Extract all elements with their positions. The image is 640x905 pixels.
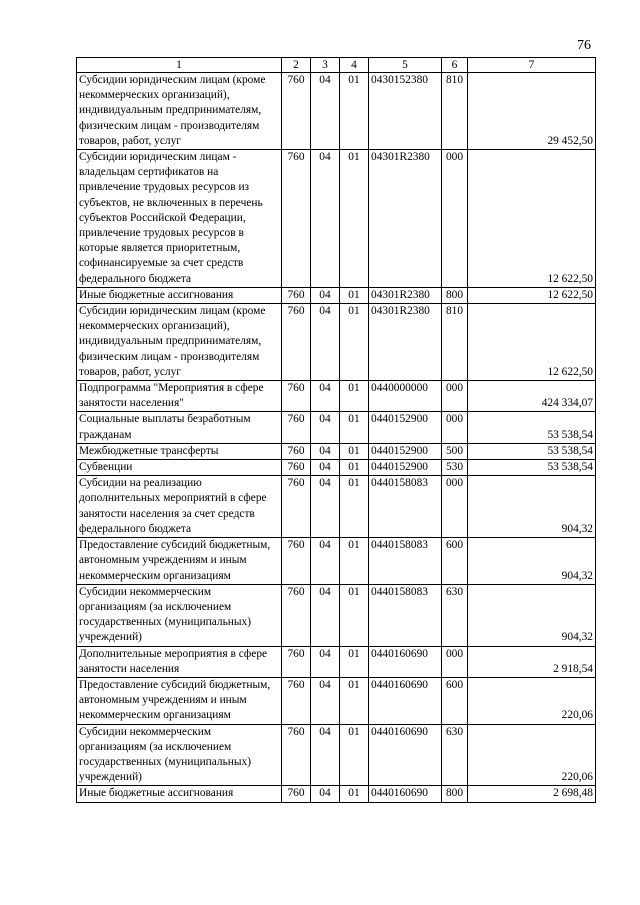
table-body	[77, 73, 596, 803]
header-cell-7: 7	[468, 58, 596, 73]
row-name-cell: Субсидии некоммерческим организациям (за исключением государственных (муниципальных) учреждений)	[77, 584, 282, 646]
header-cell-4: 4	[340, 58, 369, 73]
row-amount-cell: 53 538,54	[468, 412, 596, 443]
row-name-cell: Социальные выплаты безработным гражданам	[77, 412, 282, 443]
table-row	[77, 287, 596, 303]
row-ministry-code-cell: 760	[282, 460, 311, 476]
table-row	[77, 584, 596, 646]
row-section-cell: 04	[311, 381, 340, 412]
row-amount-cell: 12 622,50	[468, 287, 596, 303]
row-ministry-code-cell: 760	[282, 677, 311, 724]
table-row	[77, 538, 596, 585]
table-row	[77, 646, 596, 677]
row-target-article-cell: 04301R2380	[369, 287, 442, 303]
row-subsection-cell: 01	[340, 460, 369, 476]
header-cell-5: 5	[369, 58, 442, 73]
row-subsection-cell: 01	[340, 443, 369, 459]
row-section-cell: 04	[311, 460, 340, 476]
row-ministry-code-cell: 760	[282, 381, 311, 412]
row-target-article-cell: 0440158083	[369, 476, 442, 538]
row-subsection-cell: 01	[340, 724, 369, 786]
row-amount-cell: 904,32	[468, 584, 596, 646]
budget-table	[76, 57, 596, 803]
table-row	[77, 460, 596, 476]
row-target-article-cell: 0440160690	[369, 786, 442, 802]
row-subsection-cell: 01	[340, 584, 369, 646]
row-subsection-cell: 01	[340, 412, 369, 443]
row-target-article-cell: 0430152380	[369, 73, 442, 150]
row-expense-type-cell: 800	[442, 786, 468, 802]
row-subsection-cell: 01	[340, 381, 369, 412]
row-section-cell: 04	[311, 443, 340, 459]
table-row	[77, 786, 596, 802]
row-target-article-cell: 0440000000	[369, 381, 442, 412]
row-amount-cell: 2 698,48	[468, 786, 596, 802]
row-ministry-code-cell: 760	[282, 443, 311, 459]
row-target-article-cell: 0440152900	[369, 412, 442, 443]
row-amount-cell: 53 538,54	[468, 460, 596, 476]
row-amount-cell: 2 918,54	[468, 646, 596, 677]
row-section-cell: 04	[311, 646, 340, 677]
row-target-article-cell: 0440160690	[369, 724, 442, 786]
header-cell-1: 1	[77, 58, 282, 73]
row-expense-type-cell: 800	[442, 287, 468, 303]
row-section-cell: 04	[311, 73, 340, 150]
row-ministry-code-cell: 760	[282, 646, 311, 677]
row-target-article-cell: 0440160690	[369, 646, 442, 677]
row-target-article-cell: 0440160690	[369, 677, 442, 724]
row-name-cell: Предоставление субсидий бюджетным, автономным учреждениям и иным некоммерческим организациям	[77, 677, 282, 724]
row-target-article-cell: 0440152900	[369, 443, 442, 459]
row-amount-cell: 12 622,50	[468, 150, 596, 288]
row-ministry-code-cell: 760	[282, 476, 311, 538]
row-target-article-cell: 0440158083	[369, 584, 442, 646]
row-amount-cell: 904,32	[468, 538, 596, 585]
row-expense-type-cell: 600	[442, 538, 468, 585]
row-name-cell: Подпрограмма "Мероприятия в сфере занятости населения"	[77, 381, 282, 412]
row-subsection-cell: 01	[340, 646, 369, 677]
row-target-article-cell: 0440152900	[369, 460, 442, 476]
row-expense-type-cell: 530	[442, 460, 468, 476]
row-ministry-code-cell: 760	[282, 786, 311, 802]
row-expense-type-cell: 600	[442, 677, 468, 724]
row-subsection-cell: 01	[340, 287, 369, 303]
row-ministry-code-cell: 760	[282, 538, 311, 585]
row-amount-cell: 12 622,50	[468, 304, 596, 381]
header-cell-2: 2	[282, 58, 311, 73]
row-ministry-code-cell: 760	[282, 304, 311, 381]
page-number: 76	[577, 38, 591, 53]
row-expense-type-cell: 630	[442, 584, 468, 646]
table-row	[77, 150, 596, 288]
row-name-cell: Дополнительные мероприятия в сфере занятости населения	[77, 646, 282, 677]
table-row	[77, 412, 596, 443]
row-name-cell: Субсидии на реализацию дополнительных мероприятий в сфере занятости населения за счет средств федерального бюджета	[77, 476, 282, 538]
row-section-cell: 04	[311, 538, 340, 585]
table-row	[77, 381, 596, 412]
row-subsection-cell: 01	[340, 786, 369, 802]
row-ministry-code-cell: 760	[282, 584, 311, 646]
row-ministry-code-cell: 760	[282, 287, 311, 303]
row-section-cell: 04	[311, 150, 340, 288]
row-name-cell: Предоставление субсидий бюджетным, автономным учреждениям и иным некоммерческим организациям	[77, 538, 282, 585]
row-target-article-cell: 04301R2380	[369, 304, 442, 381]
row-expense-type-cell: 000	[442, 381, 468, 412]
row-subsection-cell: 01	[340, 150, 369, 288]
row-expense-type-cell: 500	[442, 443, 468, 459]
row-expense-type-cell: 000	[442, 476, 468, 538]
row-name-cell: Субвенции	[77, 460, 282, 476]
row-amount-cell: 220,06	[468, 724, 596, 786]
row-subsection-cell: 01	[340, 73, 369, 150]
header-cell-3: 3	[311, 58, 340, 73]
row-name-cell: Субсидии юридическим лицам - владельцам сертификатов на привлечение трудовых ресурсов из субъектов, не включенных в перечень субъектов Российской Федерации, привлечение трудовых ресурсов в которые является приоритетным, софинансируемые за счет средств федерального бюджета	[77, 150, 282, 288]
table-row	[77, 724, 596, 786]
table-row	[77, 677, 596, 724]
row-expense-type-cell: 810	[442, 73, 468, 150]
row-name-cell: Субсидии некоммерческим организациям (за исключением государственных (муниципальных) учреждений)	[77, 724, 282, 786]
row-target-article-cell: 04301R2380	[369, 150, 442, 288]
row-name-cell: Субсидии юридическим лицам (кроме некоммерческих организаций), индивидуальным предпринимателям, физическим лицам - производителям товаров, работ, услуг	[77, 304, 282, 381]
row-ministry-code-cell: 760	[282, 150, 311, 288]
row-subsection-cell: 01	[340, 304, 369, 381]
row-amount-cell: 220,06	[468, 677, 596, 724]
row-amount-cell: 904,32	[468, 476, 596, 538]
row-expense-type-cell: 810	[442, 304, 468, 381]
row-amount-cell: 424 334,07	[468, 381, 596, 412]
row-target-article-cell: 0440158083	[369, 538, 442, 585]
row-section-cell: 04	[311, 412, 340, 443]
row-expense-type-cell: 000	[442, 150, 468, 288]
row-expense-type-cell: 000	[442, 646, 468, 677]
table-row	[77, 443, 596, 459]
row-subsection-cell: 01	[340, 538, 369, 585]
row-section-cell: 04	[311, 304, 340, 381]
row-section-cell: 04	[311, 786, 340, 802]
header-row	[77, 58, 596, 73]
table-row	[77, 73, 596, 150]
row-name-cell: Субсидии юридическим лицам (кроме некоммерческих организаций), индивидуальным предпринимателям, физическим лицам - производителям товаров, работ, услуг	[77, 73, 282, 150]
row-subsection-cell: 01	[340, 476, 369, 538]
row-name-cell: Иные бюджетные ассигнования	[77, 786, 282, 802]
row-amount-cell: 53 538,54	[468, 443, 596, 459]
row-section-cell: 04	[311, 287, 340, 303]
row-name-cell: Иные бюджетные ассигнования	[77, 287, 282, 303]
row-ministry-code-cell: 760	[282, 412, 311, 443]
table-row	[77, 476, 596, 538]
row-ministry-code-cell: 760	[282, 724, 311, 786]
row-section-cell: 04	[311, 584, 340, 646]
row-subsection-cell: 01	[340, 677, 369, 724]
row-section-cell: 04	[311, 476, 340, 538]
row-name-cell: Межбюджетные трансферты	[77, 443, 282, 459]
row-section-cell: 04	[311, 677, 340, 724]
row-amount-cell: 29 452,50	[468, 73, 596, 150]
row-expense-type-cell: 000	[442, 412, 468, 443]
row-section-cell: 04	[311, 724, 340, 786]
row-ministry-code-cell: 760	[282, 73, 311, 150]
header-cell-6: 6	[442, 58, 468, 73]
row-expense-type-cell: 630	[442, 724, 468, 786]
table-row	[77, 304, 596, 381]
